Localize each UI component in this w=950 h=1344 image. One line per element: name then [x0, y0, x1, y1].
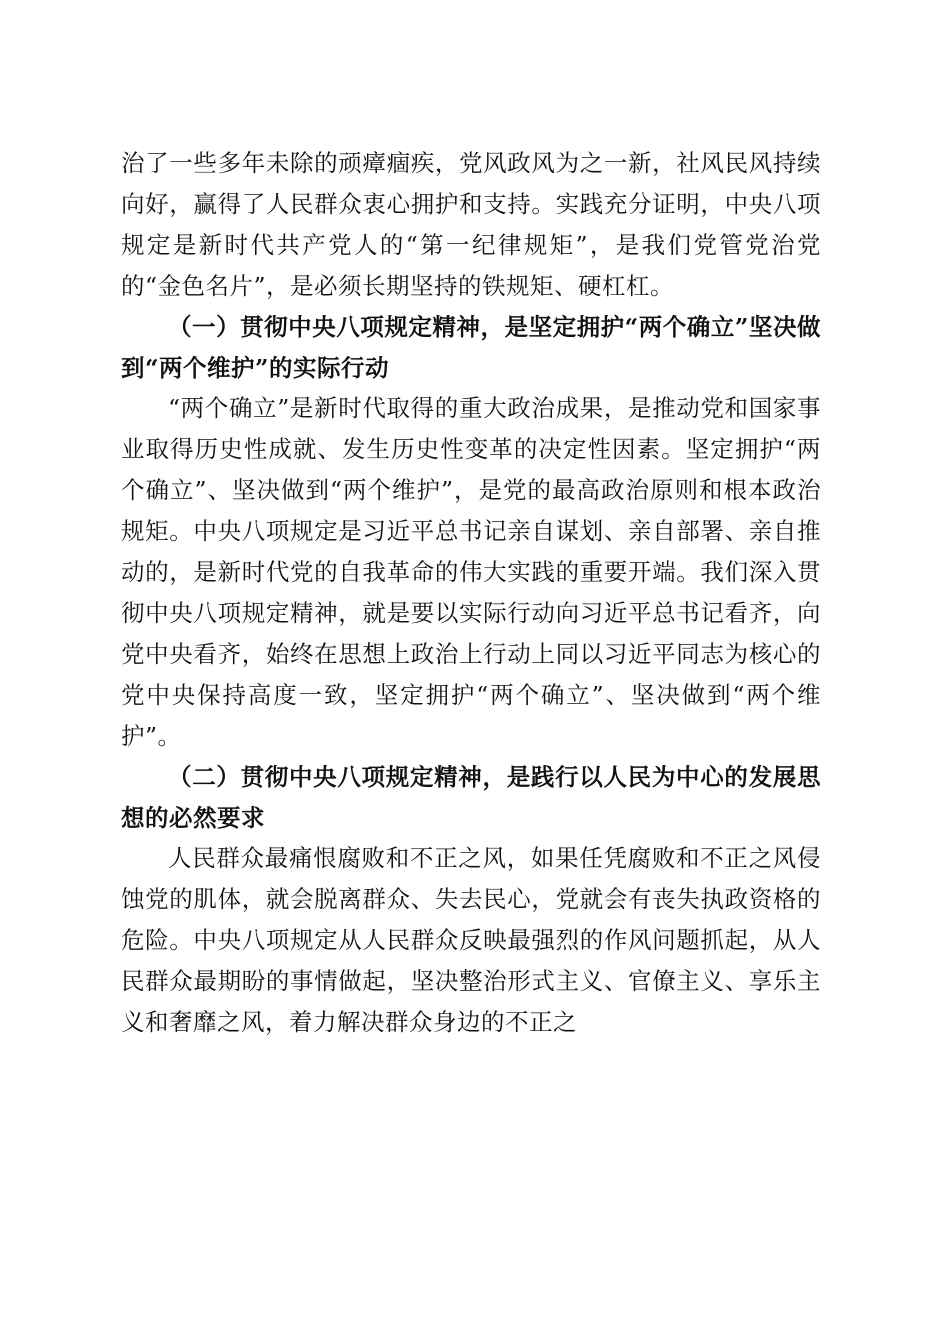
- section-heading-2: （二）贯彻中央八项规定精神，是践行以人民为中心的发展思想的必然要求: [121, 762, 821, 832]
- paragraph-intro: 治了一些多年未除的顽瘴痼疾，党风政风为之一新，社风民风持续向好，赢得了人民群众衷心拥护和支持。实践充分证明，中央八项规定是新时代共产党人的“第一纪律规矩”，是我们党管党治党的“金色名片”，是必须长期坚持的铁规矩、硬杠杠。: [121, 149, 821, 300]
- section-heading-1: （一）贯彻中央八项规定精神，是坚定拥护“两个确立”坚决做到“两个维护”的实际行动: [121, 312, 821, 382]
- paragraph-2: 人民群众最痛恨腐败和不正之风，如果任凭腐败和不正之风侵蚀党的肌体，就会脱离群众、失去民心，党就会有丧失执政资格的危险。中央八项规定从人民群众反映最强烈的作风问题抓起，从人民群众最期盼的事情做起，坚决整治形式主义、官僚主义、享乐主义和奢靡之风，着力解决群众身边的不正之: [121, 844, 821, 1037]
- document-page: [121, 143, 821, 1043]
- paragraph-1: “两个确立”是新时代取得的重大政治成果，是推动党和国家事业取得历史性成就、发生历史性变革的决定性因素。坚定拥护“两个确立”、坚决做到“两个维护”，是党的最高政治原则和根本政治规矩。中央八项规定是习近平总书记亲自谋划、亲自部署、亲自推动的，是新时代党的自我革命的伟大实践的重要开端。我们深入贯彻中央八项规定精神，就是要以实际行动向习近平总书记看齐，向党中央看齐，始终在思想上政治上行动上同以习近平同志为核心的党中央保持高度一致，坚定拥护“两个确立”、坚决做到“两个维护”。: [121, 394, 821, 750]
